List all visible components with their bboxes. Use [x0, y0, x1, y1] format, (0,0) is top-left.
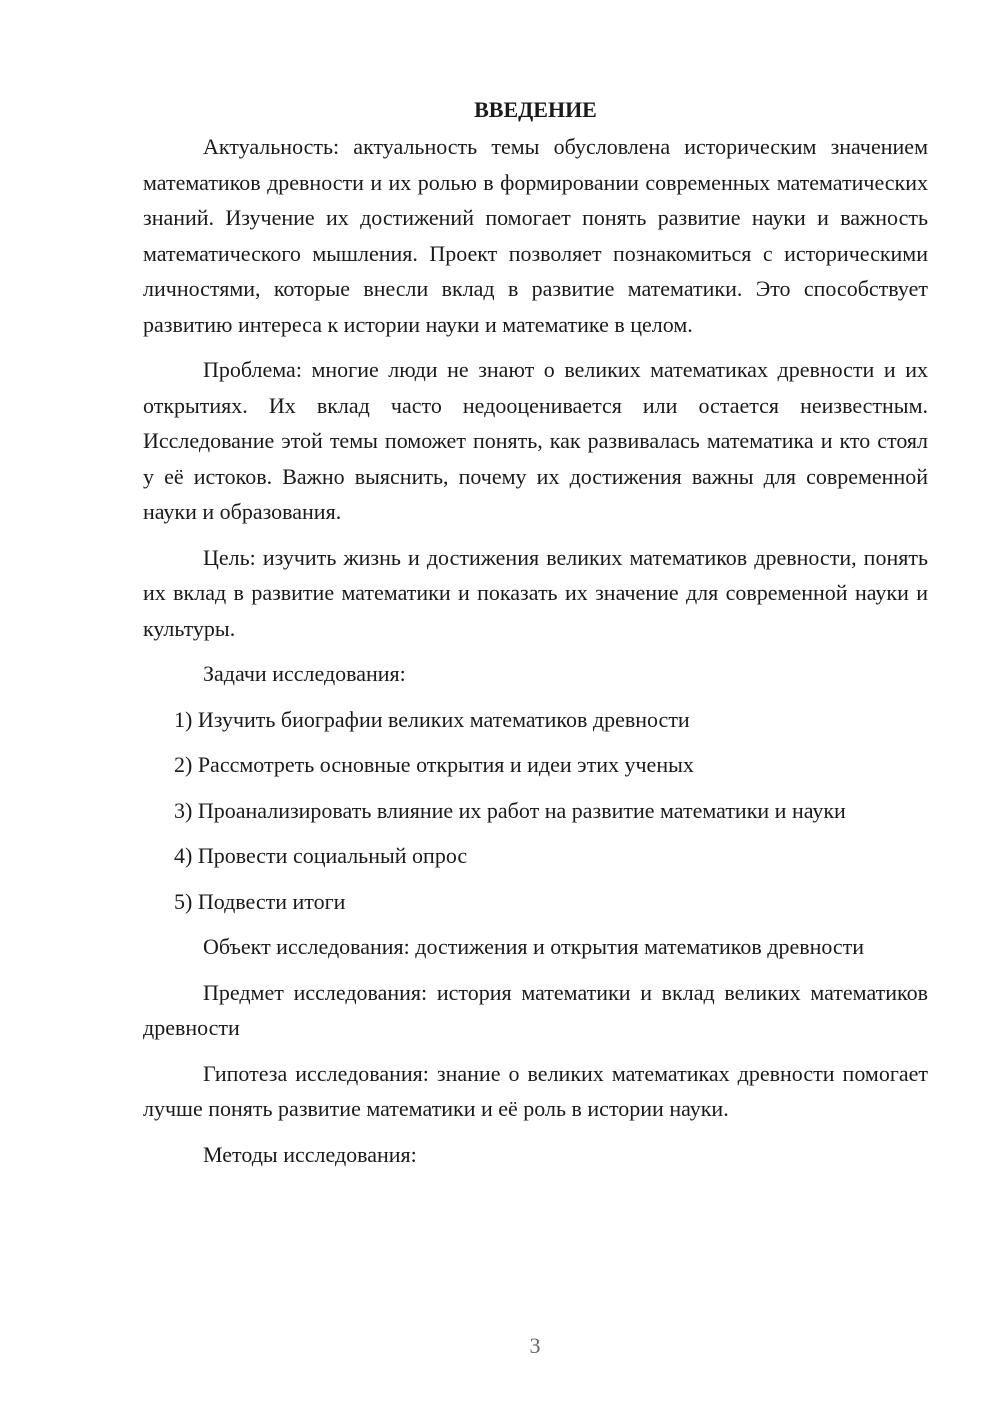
paragraph-relevance: Актуальность: актуальность темы обусловлена историческим значением математиков древности и их ролью в формировании современных математических знаний. Изучение их достижений помогает понять развитие науки и важность математического мышления. Проект позволяет познакомиться с историческими личностями, которые внесли вклад в развитие математики. Это способствует развитию интереса к истории науки и математике в целом.	[143, 134, 928, 337]
paragraph-methods: Методы исследования:	[203, 1141, 417, 1167]
task-item-1: 1) Изучить биографии великих математиков древности	[174, 706, 690, 732]
task-item-2: 2) Рассмотреть основные открытия и идеи этих ученых	[174, 752, 694, 777]
paragraph-problem: Проблема: многие люди не знают о великих математиках древности и их открытиях. Их вклад часто недооценивается или остается неизвестным. Исследование этой темы поможет понять, как развивалась математика и кто стоял у её истоков. Важно выяснить, почему их достижения важны для современной науки и образования.	[143, 357, 928, 524]
task-item-5: 5) Подвести итоги	[174, 888, 346, 914]
document-page	[143, 95, 928, 1182]
task-item-4: 4) Провести социальный опрос	[174, 843, 468, 868]
paragraph-subject: Предмет исследования: история математики и вклад великих математиков древности	[143, 979, 928, 1040]
page-title: ВВЕДЕНИЕ	[474, 97, 597, 122]
paragraph-object: Объект исследования: достижения и открытия математиков древности	[203, 934, 865, 959]
page-number: 3	[529, 1333, 541, 1358]
paragraph-goal: Цель: изучить жизнь и достижения великих математиков древности, понять их вклад в развитие математики и показать их значение для современной науки и культуры.	[143, 544, 928, 641]
task-item-3: 3) Проанализировать влияние их работ на развитие математики и науки	[174, 797, 846, 823]
paragraph-hypothesis: Гипотеза исследования: знание о великих математиках древности помогает лучше понять развитие математики и её роль в истории науки.	[143, 1060, 928, 1121]
paragraph-tasks-heading: Задачи исследования:	[203, 661, 406, 686]
